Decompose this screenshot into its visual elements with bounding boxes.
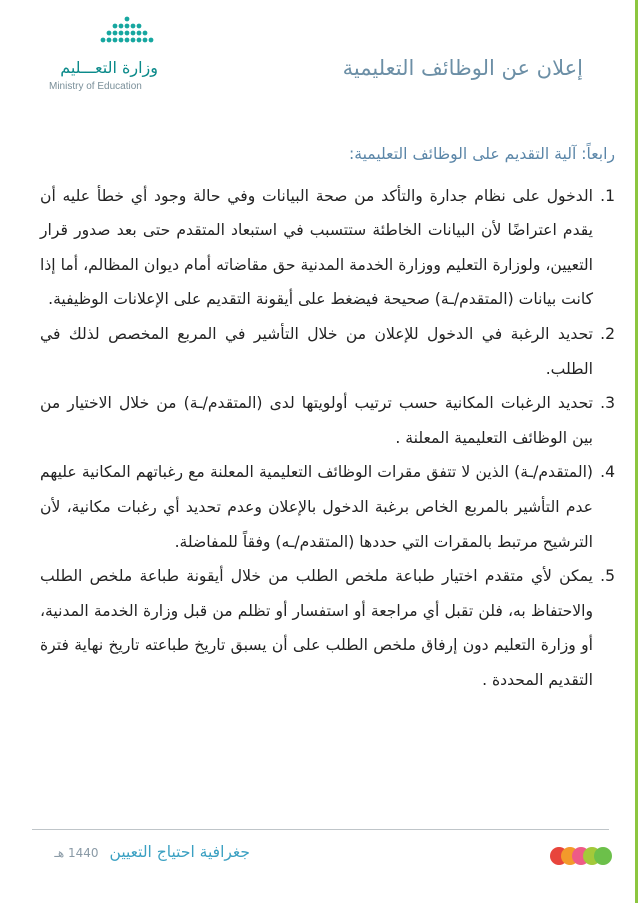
ministry-logo: [44, 16, 159, 96]
item-number: 5.: [600, 567, 615, 586]
color-dots-decoration: [550, 847, 614, 867]
item-text: الدخول على نظام جدارة والتأكد من صحة البيانات وفي حالة وجود أي خطأ عليه أن يقدم اعتراضًا لأن البيانات الخاطئة ستتسبب في استبعاد المتقدم حتى بعد صدور قرار التعيين، ولوزارة التعليم ووزارة الخدمة المدنية حق مقاضاته أمام ديوان المظالم، أما إذا كانت بيانات (المتقدم/ـة) صحيحة فيضغط على أيقونة التقديم على الإعلانات الوظيفية.: [40, 186, 593, 309]
section-heading: رابعاً: آلية التقديم على الوظائف التعليمية:: [348, 145, 615, 163]
page-title: إعلان عن الوظائف التعليمية: [342, 56, 583, 80]
document-body: [40, 137, 615, 698]
list-item: [40, 386, 615, 455]
item-text: تحديد الرغبات المكانية حسب ترتيب أولويتها لدى (المتقدم/ـة) من خلال الاختيار من بين الوظائف التعليمية المعلنة .: [40, 394, 593, 447]
item-text: يمكن لأي متقدم اختيار طباعة ملخص الطلب من خلال أيقونة طباعة ملخص الطلب والاحتفاظ به، فلن تقبل أي مراجعة أو استفسار أو تظلم من قبل وزارة الخدمة المدنية، أو وزارة التعليم دون إرفاق ملخص الطلب على أن يسبق تاريخ طباعته تاريخ نهاية فترة التقديم المحددة .: [40, 567, 593, 689]
logo-english-text: Ministry of Education: [49, 81, 142, 92]
logo-arabic-text: وزارة التعـــليم: [60, 58, 158, 77]
list-item: [40, 317, 615, 386]
logo-dots-icon: [97, 16, 159, 46]
footer-title: [54, 843, 250, 861]
list-item: [40, 455, 615, 559]
item-number: 1.: [600, 186, 615, 205]
item-text: تحديد الرغبة في الدخول للإعلان من خلال التأشير في المربع المخصص لذلك في الطلب.: [40, 324, 593, 378]
list-item: [40, 179, 615, 317]
item-number: 4.: [600, 463, 615, 482]
footer-divider: [32, 829, 609, 830]
item-number: 3.: [600, 394, 615, 413]
list-item: [40, 559, 615, 697]
item-number: 2.: [600, 324, 615, 343]
green-dot-icon: [594, 847, 612, 865]
item-text: (المتقدم/ـة) الذين لا تتفق مقرات الوظائف التعليمية المعلنة مع رغباتهم المكانية عليهم عدم التأشير بالمربع الخاص برغبة الدخول بالإعلان وعدم تحديد أي رغبات مكانية، لأن الترشيح مرتبط بالمقرات التي حددها (المتقدم/ـه) وفقاً للمفاضلة.: [40, 463, 593, 551]
footer-label: جغرافية احتياج التعيين: [109, 843, 250, 861]
footer-year: 1440 هـ: [54, 846, 99, 860]
